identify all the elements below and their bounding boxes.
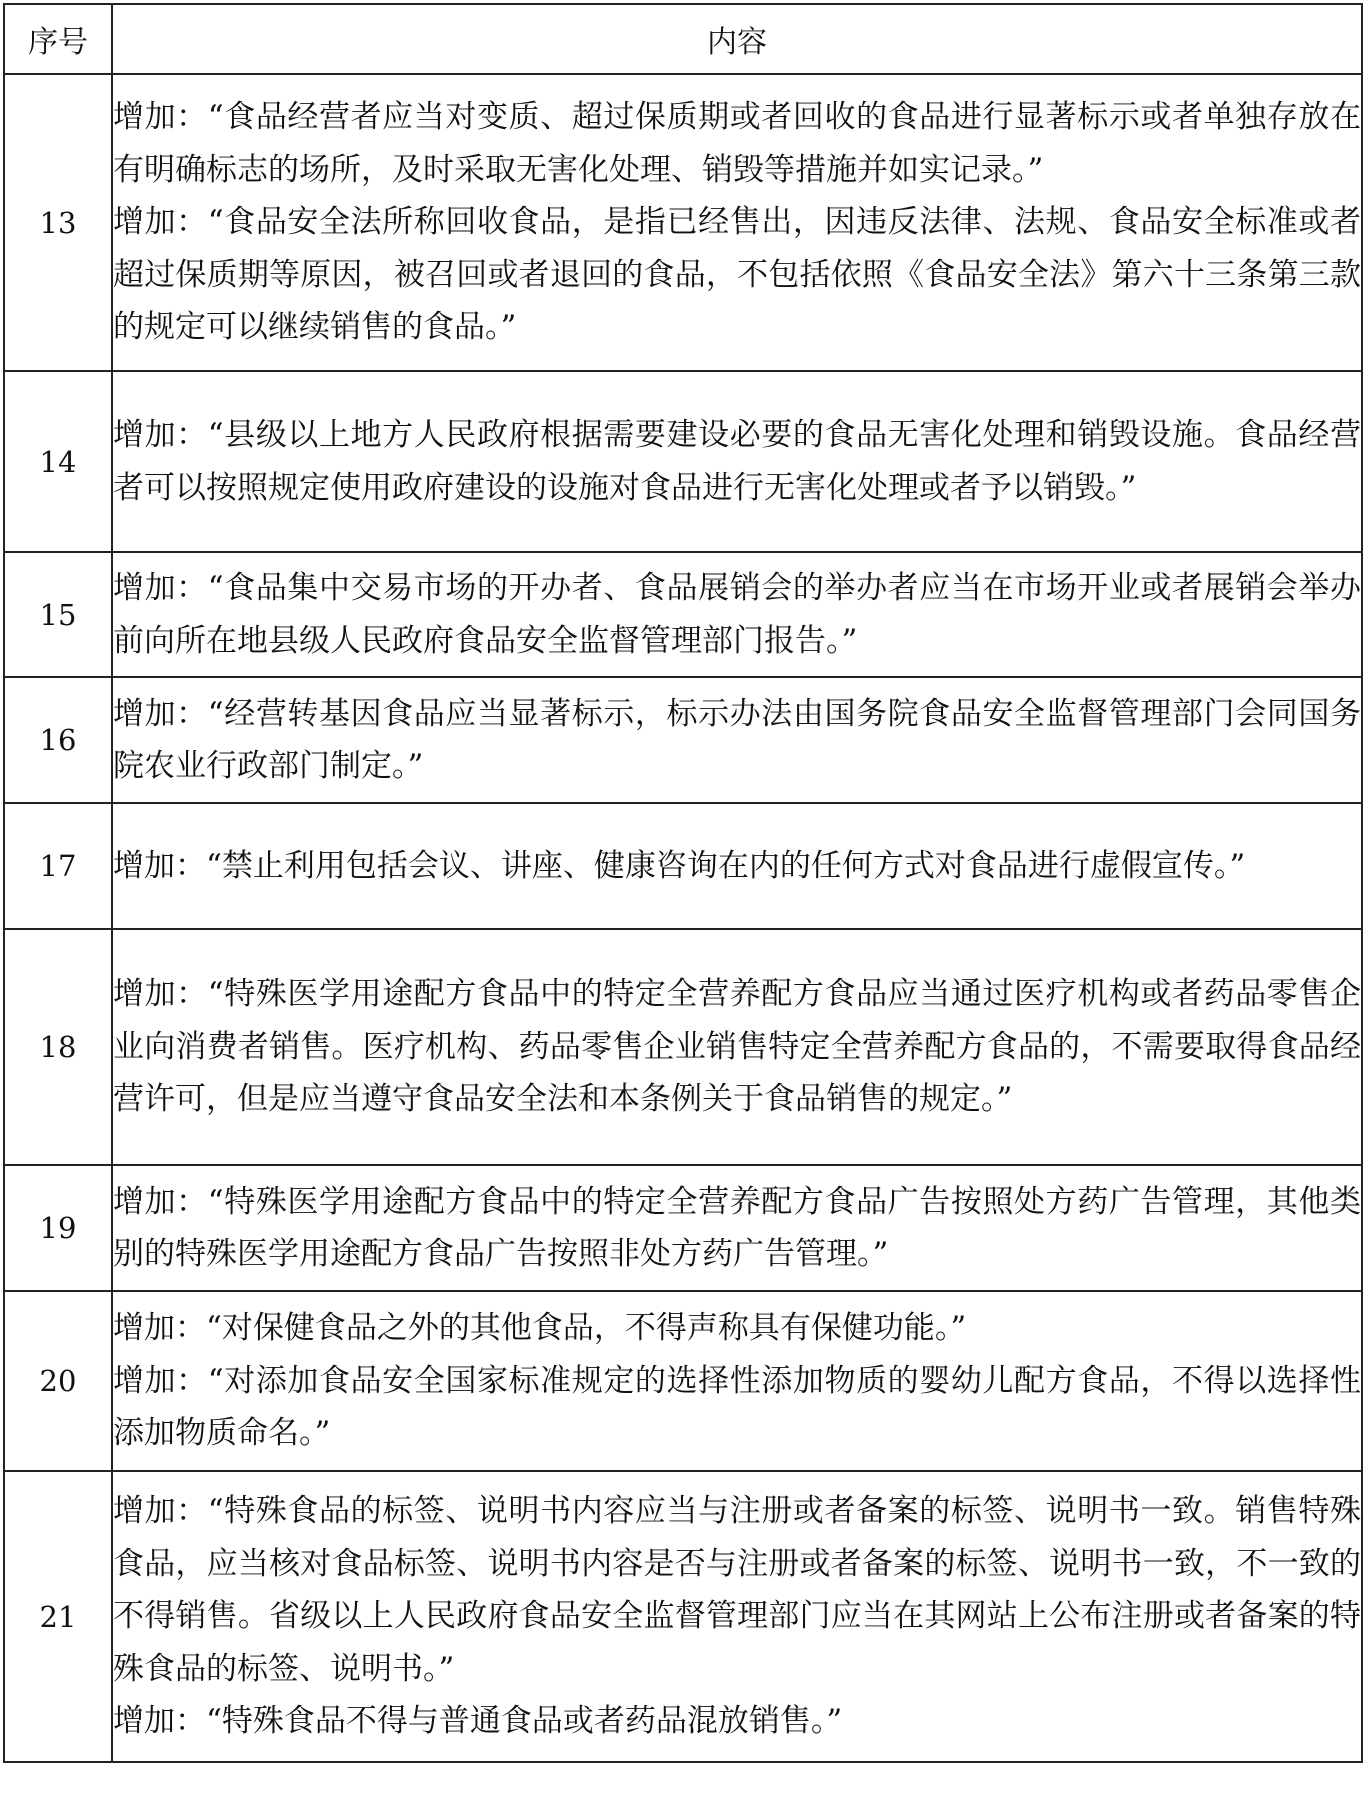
header-number: 序号 xyxy=(4,4,112,74)
document-page xyxy=(3,3,1361,1798)
row-number: 19 xyxy=(4,1165,112,1291)
row-content xyxy=(112,371,1362,552)
table-row xyxy=(4,677,1362,803)
row-content xyxy=(112,677,1362,803)
row-content xyxy=(112,1291,1362,1471)
table-row xyxy=(4,803,1362,929)
row-number: 17 xyxy=(4,803,112,929)
table-row xyxy=(4,371,1362,552)
row-number: 18 xyxy=(4,929,112,1165)
row-number: 20 xyxy=(4,1291,112,1471)
row-content xyxy=(112,929,1362,1165)
amendment-text: 增加：“特殊食品的标签、说明书内容应当与注册或者备案的标签、说明书一致。销售特殊食品，应当核对食品标签、说明书内容是否与注册或者备案的标签、说明书一致，不一致的不得销售。省级以上人民政府食品安全监督管理部门应当在其网站上公布注册或者备案的特殊食品的标签、说明书。” xyxy=(113,1493,1361,1687)
row-number: 16 xyxy=(4,677,112,803)
header-row xyxy=(4,4,1362,74)
amendment-text: 增加：“对添加食品安全国家标准规定的选择性添加物质的婴幼儿配方食品，不得以选择性添加物质命名。” xyxy=(113,1362,1361,1452)
row-content xyxy=(112,1471,1362,1762)
amendment-text: 增加：“对保健食品之外的其他食品，不得声称具有保健功能。” xyxy=(113,1310,967,1347)
amendment-text: 增加：“县级以上地方人民政府根据需要建设必要的食品无害化处理和销毁设施。食品经营者可以按照规定使用政府建设的设施对食品进行无害化处理或者予以销毁。” xyxy=(113,417,1361,506)
amendment-text: 增加：“特殊食品不得与普通食品或者药品混放销售。” xyxy=(113,1703,843,1740)
amendment-table xyxy=(3,3,1363,1763)
amendment-text: 增加：“经营转基因食品应当显著标示，标示办法由国务院食品安全监督管理部门会同国务院农业行政部门制定。” xyxy=(113,695,1361,784)
row-content xyxy=(112,552,1362,677)
table-row xyxy=(4,1471,1362,1762)
row-number: 15 xyxy=(4,552,112,677)
table-row xyxy=(4,74,1362,371)
row-number: 13 xyxy=(4,74,112,371)
row-content xyxy=(112,74,1362,371)
amendment-text: 增加：“食品经营者应当对变质、超过保质期或者回收的食品进行显著标示或者单独存放在有明确标志的场所，及时采取无害化处理、销毁等措施并如实记录。” xyxy=(113,99,1361,188)
row-number: 21 xyxy=(4,1471,112,1762)
row-content xyxy=(112,1165,1362,1291)
amendment-text: 增加：“食品安全法所称回收食品，是指已经售出，因违反法律、法规、食品安全标准或者超过保质期等原因，被召回或者退回的食品，不包括依照《食品安全法》第六十三条第三款的规定可以继续销售的食品。” xyxy=(113,204,1361,346)
row-number: 14 xyxy=(4,371,112,552)
table-row xyxy=(4,1165,1362,1291)
table-row xyxy=(4,552,1362,677)
row-content xyxy=(112,803,1362,929)
table-row xyxy=(4,1291,1362,1471)
amendment-text: 增加：“特殊医学用途配方食品中的特定全营养配方食品应当通过医疗机构或者药品零售企业向消费者销售。医疗机构、药品零售企业销售特定全营养配方食品的，不需要取得食品经营许可，但是应当遵守食品安全法和本条例关于食品销售的规定。” xyxy=(113,976,1361,1118)
amendment-text: 增加：“禁止利用包括会议、讲座、健康咨询在内的任何方式对食品进行虚假宣传。” xyxy=(113,847,1246,884)
amendment-text: 增加：“食品集中交易市场的开办者、食品展销会的举办者应当在市场开业或者展销会举办前向所在地县级人民政府食品安全监督管理部门报告。” xyxy=(113,570,1361,659)
header-content: 内容 xyxy=(112,4,1362,74)
amendment-text: 增加：“特殊医学用途配方食品中的特定全营养配方食品广告按照处方药广告管理，其他类别的特殊医学用途配方食品广告按照非处方药广告管理。” xyxy=(113,1183,1361,1272)
table-row xyxy=(4,929,1362,1165)
